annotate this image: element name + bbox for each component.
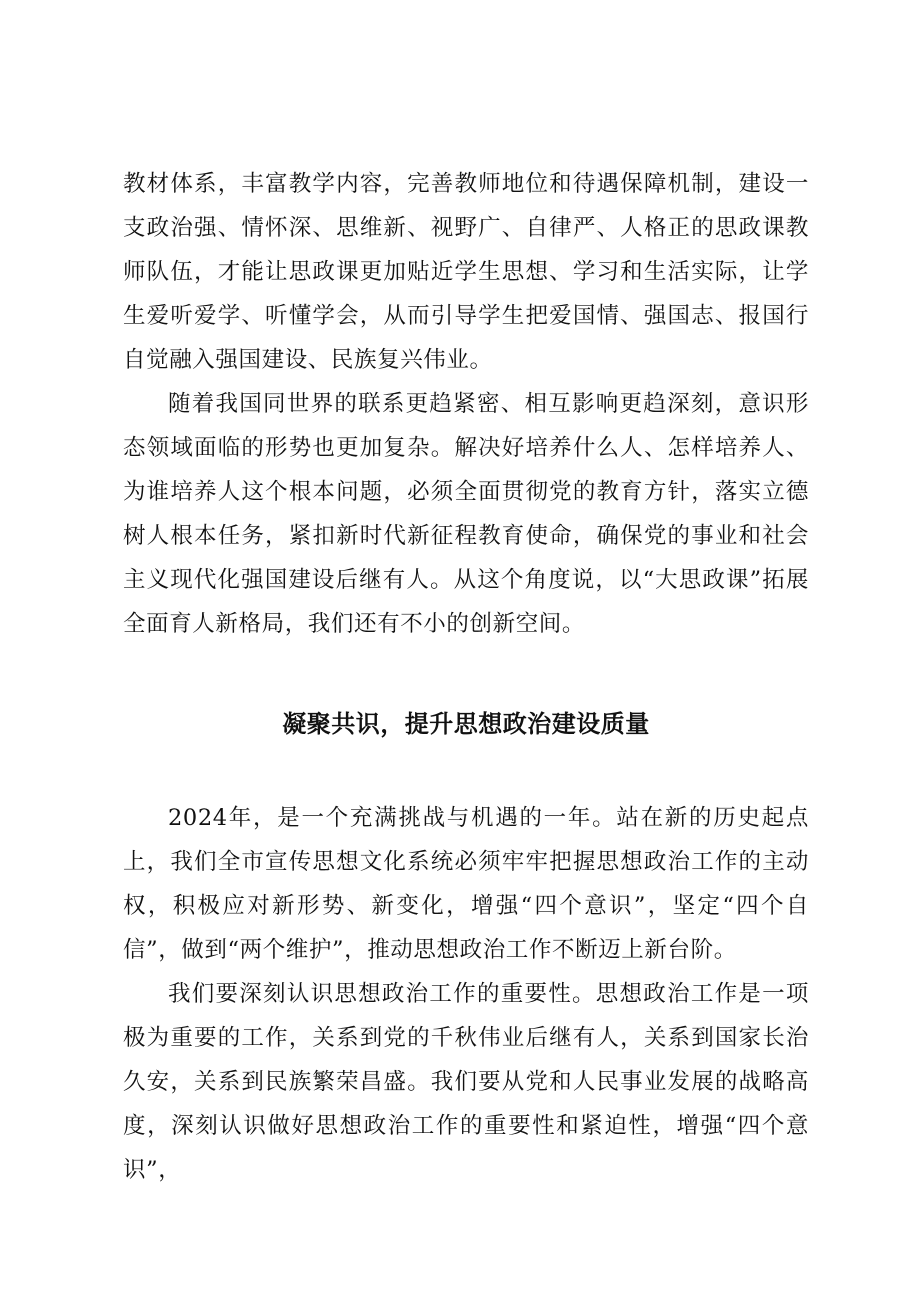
paragraph-continuation: 教材体系，丰富教学内容，完善教师地位和待遇保障机制，建设一支政治强、情怀深、思维新、视野广、自律严、人格正的思政课教师队伍，才能让思政课更加贴近学生思想、学习和生活实际，让学生爱听爱学、听懂学会，从而引导学生把爱国情、强国志、报国行自觉融入强国建设、民族复兴伟业。 <box>123 171 809 373</box>
paragraph-ideology-situation: 随着我国同世界的联系更趋紧密、相互影响更趋深刻，意识形态领域面临的形势也更加复杂。解决好培养什么人、怎样培养人、为谁培养人这个根本问题，必须全面贯彻党的教育方针，落实立德树人根本任务，紧扣新时代新征程教育使命，确保党的事业和社会主义现代化强国建设后继有人。从这个角度说，以“大思政课”拓展全面育人新格局，我们还有不小的创新空间。 <box>123 391 809 637</box>
section-heading: 凝聚共识，提升思想政治建设质量 <box>282 710 650 738</box>
paragraph-2024-intro: 2024年，是一个充满挑战与机遇的一年。站在新的历史起点上，我们全市宣传思想文化系统必须牢牢把握思想政治工作的主动权，积极应对新形势、新变化，增强“四个意识”，坚定“四个自信”，做到“两个维护”，推动思想政治工作不断迈上新台阶。 <box>123 805 809 963</box>
paragraph-importance: 我们要深刻认识思想政治工作的重要性。思想政治工作是一项极为重要的工作，关系到党的千秋伟业后继有人，关系到国家长治久安，关系到民族繁荣昌盛。我们要从党和人民事业发展的战略高度，深刻认识做好思想政治工作的重要性和紧迫性，增强“四个意识”， <box>123 981 809 1183</box>
document-body <box>123 162 809 1192</box>
